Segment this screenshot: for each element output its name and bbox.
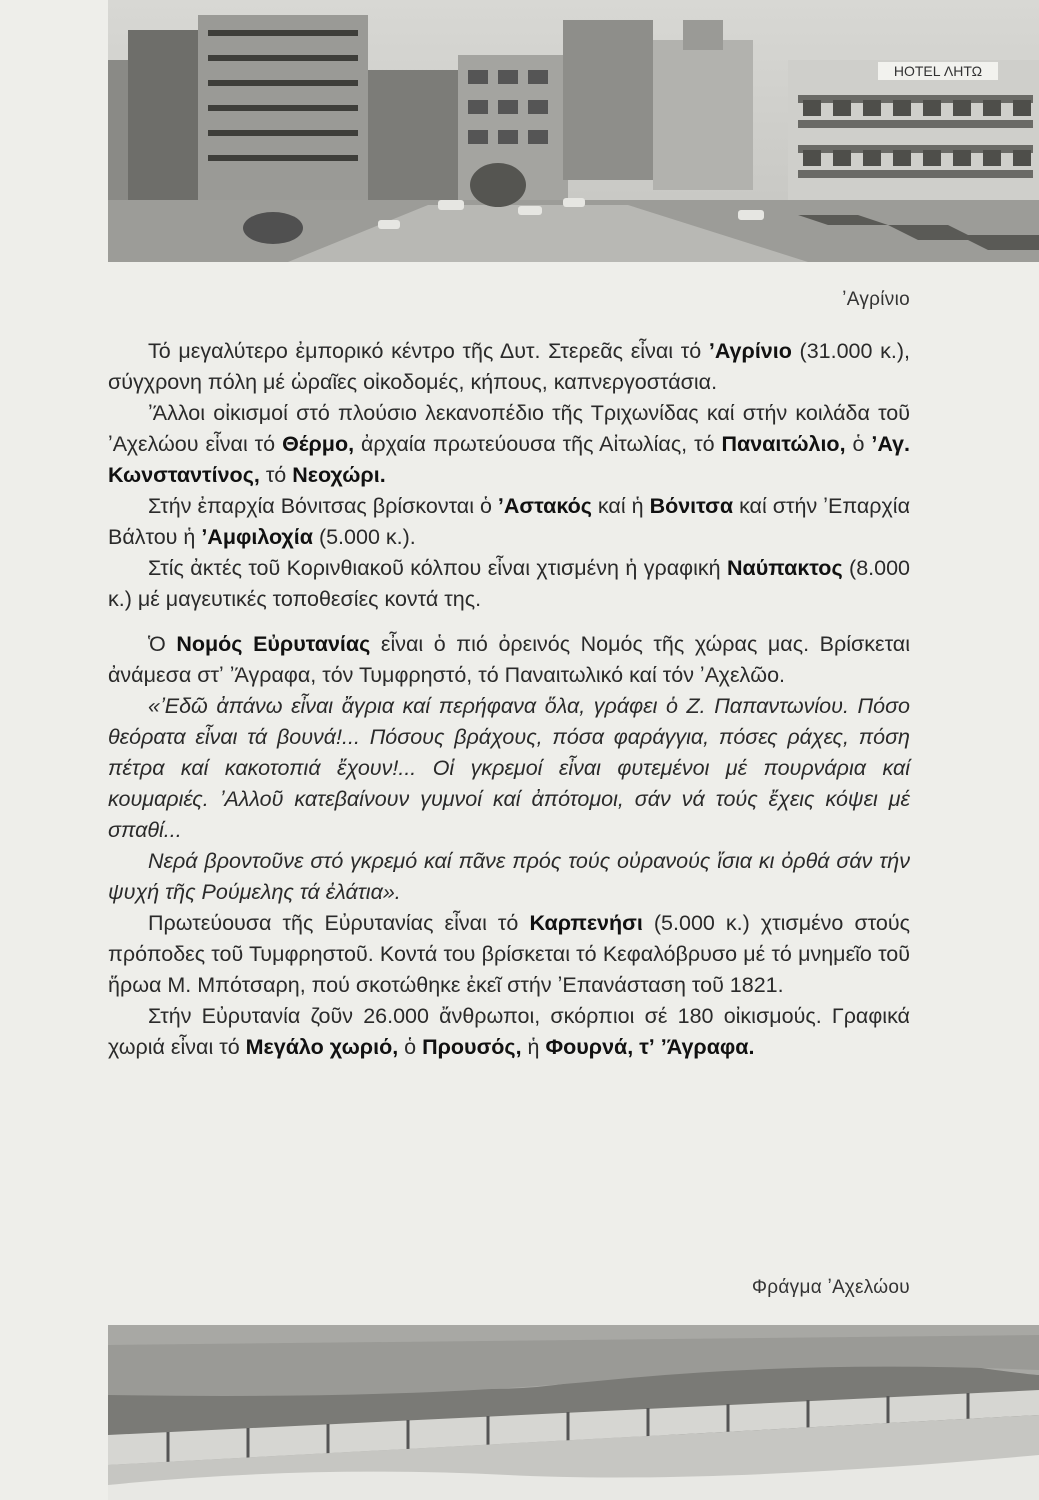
paragraph-other-settlements: ʼΆλλοι οἰκισμοί στό πλούσιο λεκανοπέδιο τῆς Τριχωνίδας καί στήν κοιλάδα τοῦ ʼΑχελώου εἶναι τό Θέρμο, ἀρχαία πρωτεύουσα τῆς Αἰτωλίας, τό Παναιτώλιο, ὁ ʼΑγ. Κωνσταντίνος, τό Νεοχώρι. bbox=[108, 401, 910, 487]
place-amfilochia: ʼΑμφιλοχία bbox=[201, 525, 313, 549]
bottom-photo-caption: Φράγμα ʼΑχελώου bbox=[751, 1277, 910, 1298]
place-ag-konstantinos: ʼΑγ. Κωνσταντίνος, bbox=[108, 432, 910, 487]
place-prousos: Προυσός, bbox=[422, 1035, 522, 1059]
paragraph-vonitsa: Στήν ἐπαρχία Βόνιτσας βρίσκονται ὁ ʼΑστακός καί ἡ Βόνιτσα καί στήν ʼΕπαρχία Βάλτου ἡ ʼΑμφιλοχία (5.000 κ.). bbox=[108, 494, 910, 549]
place-fourna-agrafa: Φουρνά, τʼ ʼΆγραφα. bbox=[545, 1035, 755, 1059]
place-astakos: ʼΑστακός bbox=[497, 494, 592, 518]
place-neochori: Νεοχώρι. bbox=[292, 463, 386, 487]
place-agrinio: ʼΑγρίνιο bbox=[708, 339, 792, 363]
paragraph-karpenisi: Πρωτεύουσα τῆς Εὐρυτανίας εἶναι τό Καρπενήσι (5.000 κ.) χτισμένο στούς πρόποδες τοῦ Τυμφρηστοῦ. Κοντά του βρίσκεται τό Κεφαλόβρυσο μέ τό μνημεῖο τοῦ ἥρωα Μ. Μπότσαρη, πού σκοτώθηκε ἐκεῖ στήν ʼΕπανάσταση τοῦ 1821. bbox=[108, 911, 910, 997]
paragraph-population: Στήν Εὐρυτανία ζοῦν 26.000 ἄνθρωποι, σκόρπιοι σέ 180 οἰκισμούς. Γραφικά χωριά εἶναι τό Μεγάλο χωριό, ὁ Προυσός, ἡ Φουρνά, τʼ ʼΆγραφα. bbox=[108, 1004, 910, 1059]
article-body bbox=[108, 336, 910, 1063]
place-nomos-evrytanias: Νομός Εὐρυτανίας bbox=[176, 632, 371, 656]
paragraph-nafpaktos: Στίς ἀκτές τοῦ Κορινθιακοῦ κόλπου εἶναι χτισμένη ἡ γραφική Ναύπακτος (8.000 κ.) μέ μαγευτικές τοποθεσίες κοντά της. bbox=[108, 556, 911, 611]
place-nafpaktos: Ναύπακτος bbox=[726, 556, 843, 580]
quote-papantoniou-end: Νερά βροντοῦνε στό γκρεμό καί πᾶνε πρός τούς οὐρανούς ἴσια κι ὀρθά σάν τήν ψυχή τῆς Ρούμελης τά ἐλάτια». bbox=[108, 849, 910, 904]
paragraph-agrinio: Τό μεγαλύτερο ἐμπορικό κέντρο τῆς Δυτ. Στερεᾶς εἶναι τό ʼΑγρίνιο (31.000 κ.), σύγχρονη πόλη μέ ὡραῖες οἰκοδομές, κήπους, καπνεργοστάσια. bbox=[108, 339, 910, 394]
hotel-sign: HOTEL ΛΗΤΩ bbox=[893, 63, 983, 79]
top-photo-caption: ʼΑγρίνιο bbox=[842, 289, 910, 310]
paragraph-evrytania: Ὁ Νομός Εὐρυτανίας εἶναι ὁ πιό ὀρεινός Νομός τῆς χώρας μας. Βρίσκεται ἀνάμεσα στʼ ʼΆγραφα, τόν Τυμφρηστό, τό Παναιτωλικό καί τόν ʼΑχελῶο. bbox=[108, 632, 910, 687]
quote-papantoniou: «ʼΕδῶ ἀπάνω εἶναι ἄγρια καί περήφανα ὅλα, γράφει ὁ Ζ. Παπαντωνίου. Πόσο θεόρατα εἶναι τά βουνά!... Πόσους βράχους, πόσα φαράγγια, πόσες ράχες, πόση πέτρα καί κακοτοπιά ἔχουν!... Οἱ γκρεμοί εἶναι φυτεμένοι μέ πουρνάρια καί κουμαριές. ʼΑλλοῦ κατεβαίνουν γυμνοί καί ἀπότομοι, σάν νά τούς ἔχεις κόψει μέ σπαθί... bbox=[108, 694, 910, 842]
place-thermo: Θέρμο, bbox=[282, 432, 355, 456]
place-vonitsa: Βόνιτσα bbox=[649, 494, 734, 518]
agrinio-photo bbox=[108, 0, 1039, 262]
acheloos-dam-photo bbox=[108, 1325, 1039, 1500]
place-panaitolio: Παναιτώλιο, bbox=[721, 432, 846, 456]
place-megalo-chorio: Μεγάλο χωριό, bbox=[245, 1035, 399, 1059]
place-karpenisi: Καρπενήσι bbox=[529, 911, 643, 935]
